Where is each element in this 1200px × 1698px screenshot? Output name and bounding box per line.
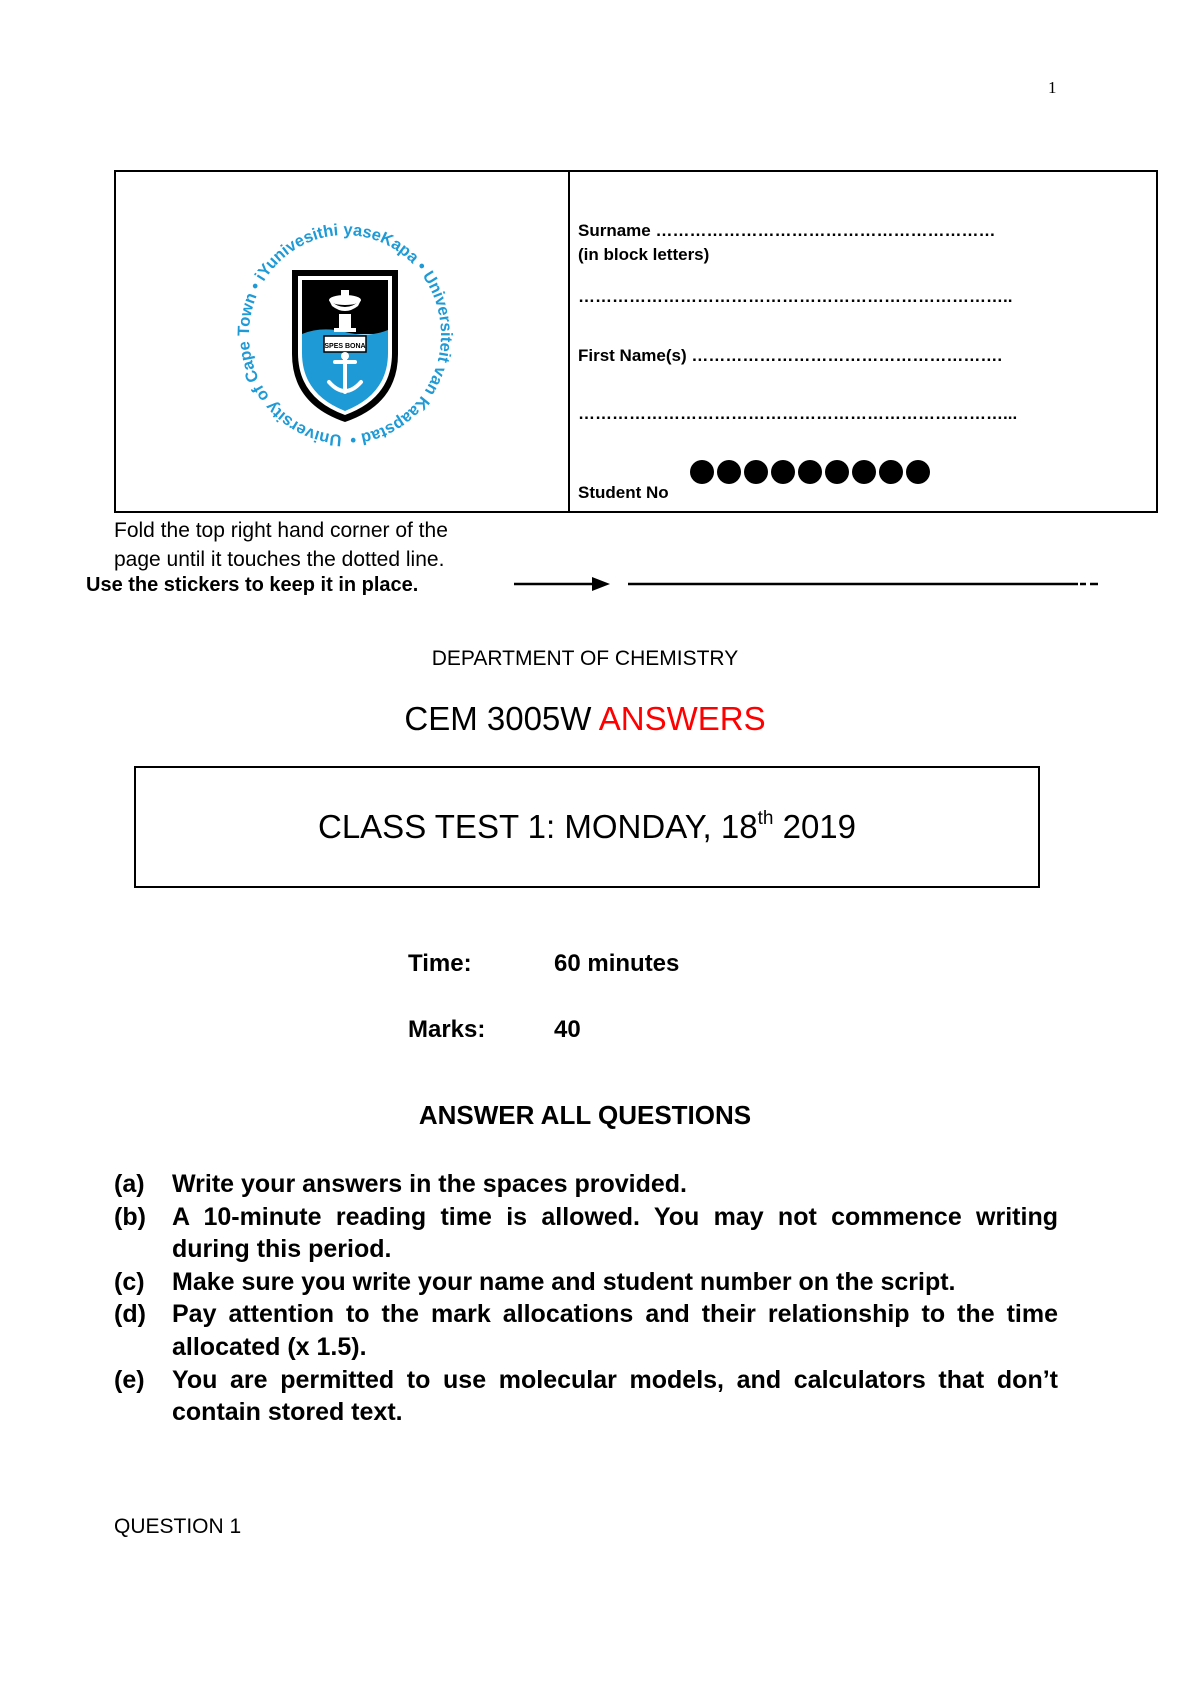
student-number-dot bbox=[852, 460, 876, 484]
marks-label: Marks: bbox=[408, 1016, 486, 1043]
shield-icon bbox=[292, 270, 398, 422]
instruction-item bbox=[114, 1364, 1058, 1429]
surname-field[interactable] bbox=[578, 221, 995, 241]
course-code: CEM 3005W bbox=[404, 700, 592, 737]
stickers-instruction: Use the stickers to keep it in place. bbox=[86, 574, 419, 596]
first-name-field[interactable] bbox=[578, 346, 1002, 366]
student-number-dot bbox=[798, 460, 822, 484]
instruction-text: Pay attention to the mark allocations and their relationship to the time allocated (x 1.5). bbox=[172, 1300, 1058, 1361]
fold-instruction-line-1: Fold the top right hand corner of the bbox=[114, 519, 448, 542]
logo-motto: SPES BONA bbox=[324, 343, 366, 350]
university-logo bbox=[232, 222, 458, 462]
first-name-continuation-line[interactable]: …………………………………………………………………... bbox=[578, 404, 1018, 423]
department-heading: DEPARTMENT OF CHEMISTRY bbox=[431, 647, 739, 670]
surname-label: Surname bbox=[578, 221, 651, 240]
student-number-dots[interactable] bbox=[690, 460, 930, 484]
instruction-label: (e) bbox=[114, 1365, 145, 1394]
course-heading bbox=[0, 700, 1170, 738]
instruction-text: Write your answers in the spaces provided. bbox=[172, 1170, 687, 1198]
question-heading: QUESTION 1 bbox=[114, 1515, 242, 1538]
student-number-dot bbox=[771, 460, 795, 484]
test-title-year: 2019 bbox=[773, 808, 857, 845]
instruction-label: (b) bbox=[114, 1202, 146, 1231]
student-number-label: Student No bbox=[578, 483, 669, 502]
marks-value: 40 bbox=[554, 1016, 581, 1043]
instruction-item bbox=[114, 1266, 1058, 1299]
time-label: Time: bbox=[408, 950, 472, 977]
header-divider bbox=[568, 170, 570, 513]
instruction-text: A 10-minute reading time is allowed. You may not commence writing during this period. bbox=[172, 1202, 1058, 1264]
student-number-dot bbox=[690, 460, 714, 484]
logo-ring-textpath: University of Cape Town • iYunivesithi yaseKapa • Universiteit van Kaapstad • bbox=[234, 222, 456, 450]
student-number-dot bbox=[879, 460, 903, 484]
page-number: 1 bbox=[1048, 78, 1057, 97]
surname-continuation-line[interactable]: ………………………………………………………………….. bbox=[578, 287, 1013, 306]
student-number-dot bbox=[717, 460, 741, 484]
answer-all-heading: ANSWER ALL QUESTIONS bbox=[418, 1100, 752, 1130]
arrow-right-icon bbox=[512, 572, 612, 596]
instruction-item bbox=[114, 1201, 1058, 1266]
block-letters-note: (in block letters) bbox=[578, 245, 710, 264]
instruction-label: (c) bbox=[114, 1267, 145, 1296]
test-title-main: CLASS TEST 1: MONDAY, 18 bbox=[317, 808, 758, 845]
instruction-label: (d) bbox=[114, 1300, 146, 1329]
first-name-dots: ………………………………………………. bbox=[691, 346, 1003, 365]
surname-dots: …………………………………………………… bbox=[655, 221, 996, 240]
fold-instruction-line-2: page until it touches the dotted line. bbox=[114, 548, 445, 571]
instruction-text: You are permitted to use molecular models, and calculators that don’t contain stored text. bbox=[172, 1365, 1058, 1427]
instruction-text: Make sure you write your name and student number on the script. bbox=[172, 1267, 956, 1296]
instruction-item bbox=[114, 1298, 1058, 1363]
first-name-label: First Name(s) bbox=[578, 346, 687, 365]
student-number-dot bbox=[906, 460, 930, 484]
test-title-superscript: th bbox=[757, 808, 774, 829]
student-number-dot bbox=[825, 460, 849, 484]
answers-label: ANSWERS bbox=[598, 700, 766, 737]
fold-dotted-line bbox=[628, 582, 1098, 586]
instruction-label: (a) bbox=[114, 1170, 145, 1198]
instruction-item bbox=[114, 1168, 1058, 1201]
test-title bbox=[0, 808, 1174, 846]
time-value: 60 minutes bbox=[554, 950, 680, 977]
instructions-list bbox=[114, 1168, 1058, 1429]
student-number-dot bbox=[744, 460, 768, 484]
